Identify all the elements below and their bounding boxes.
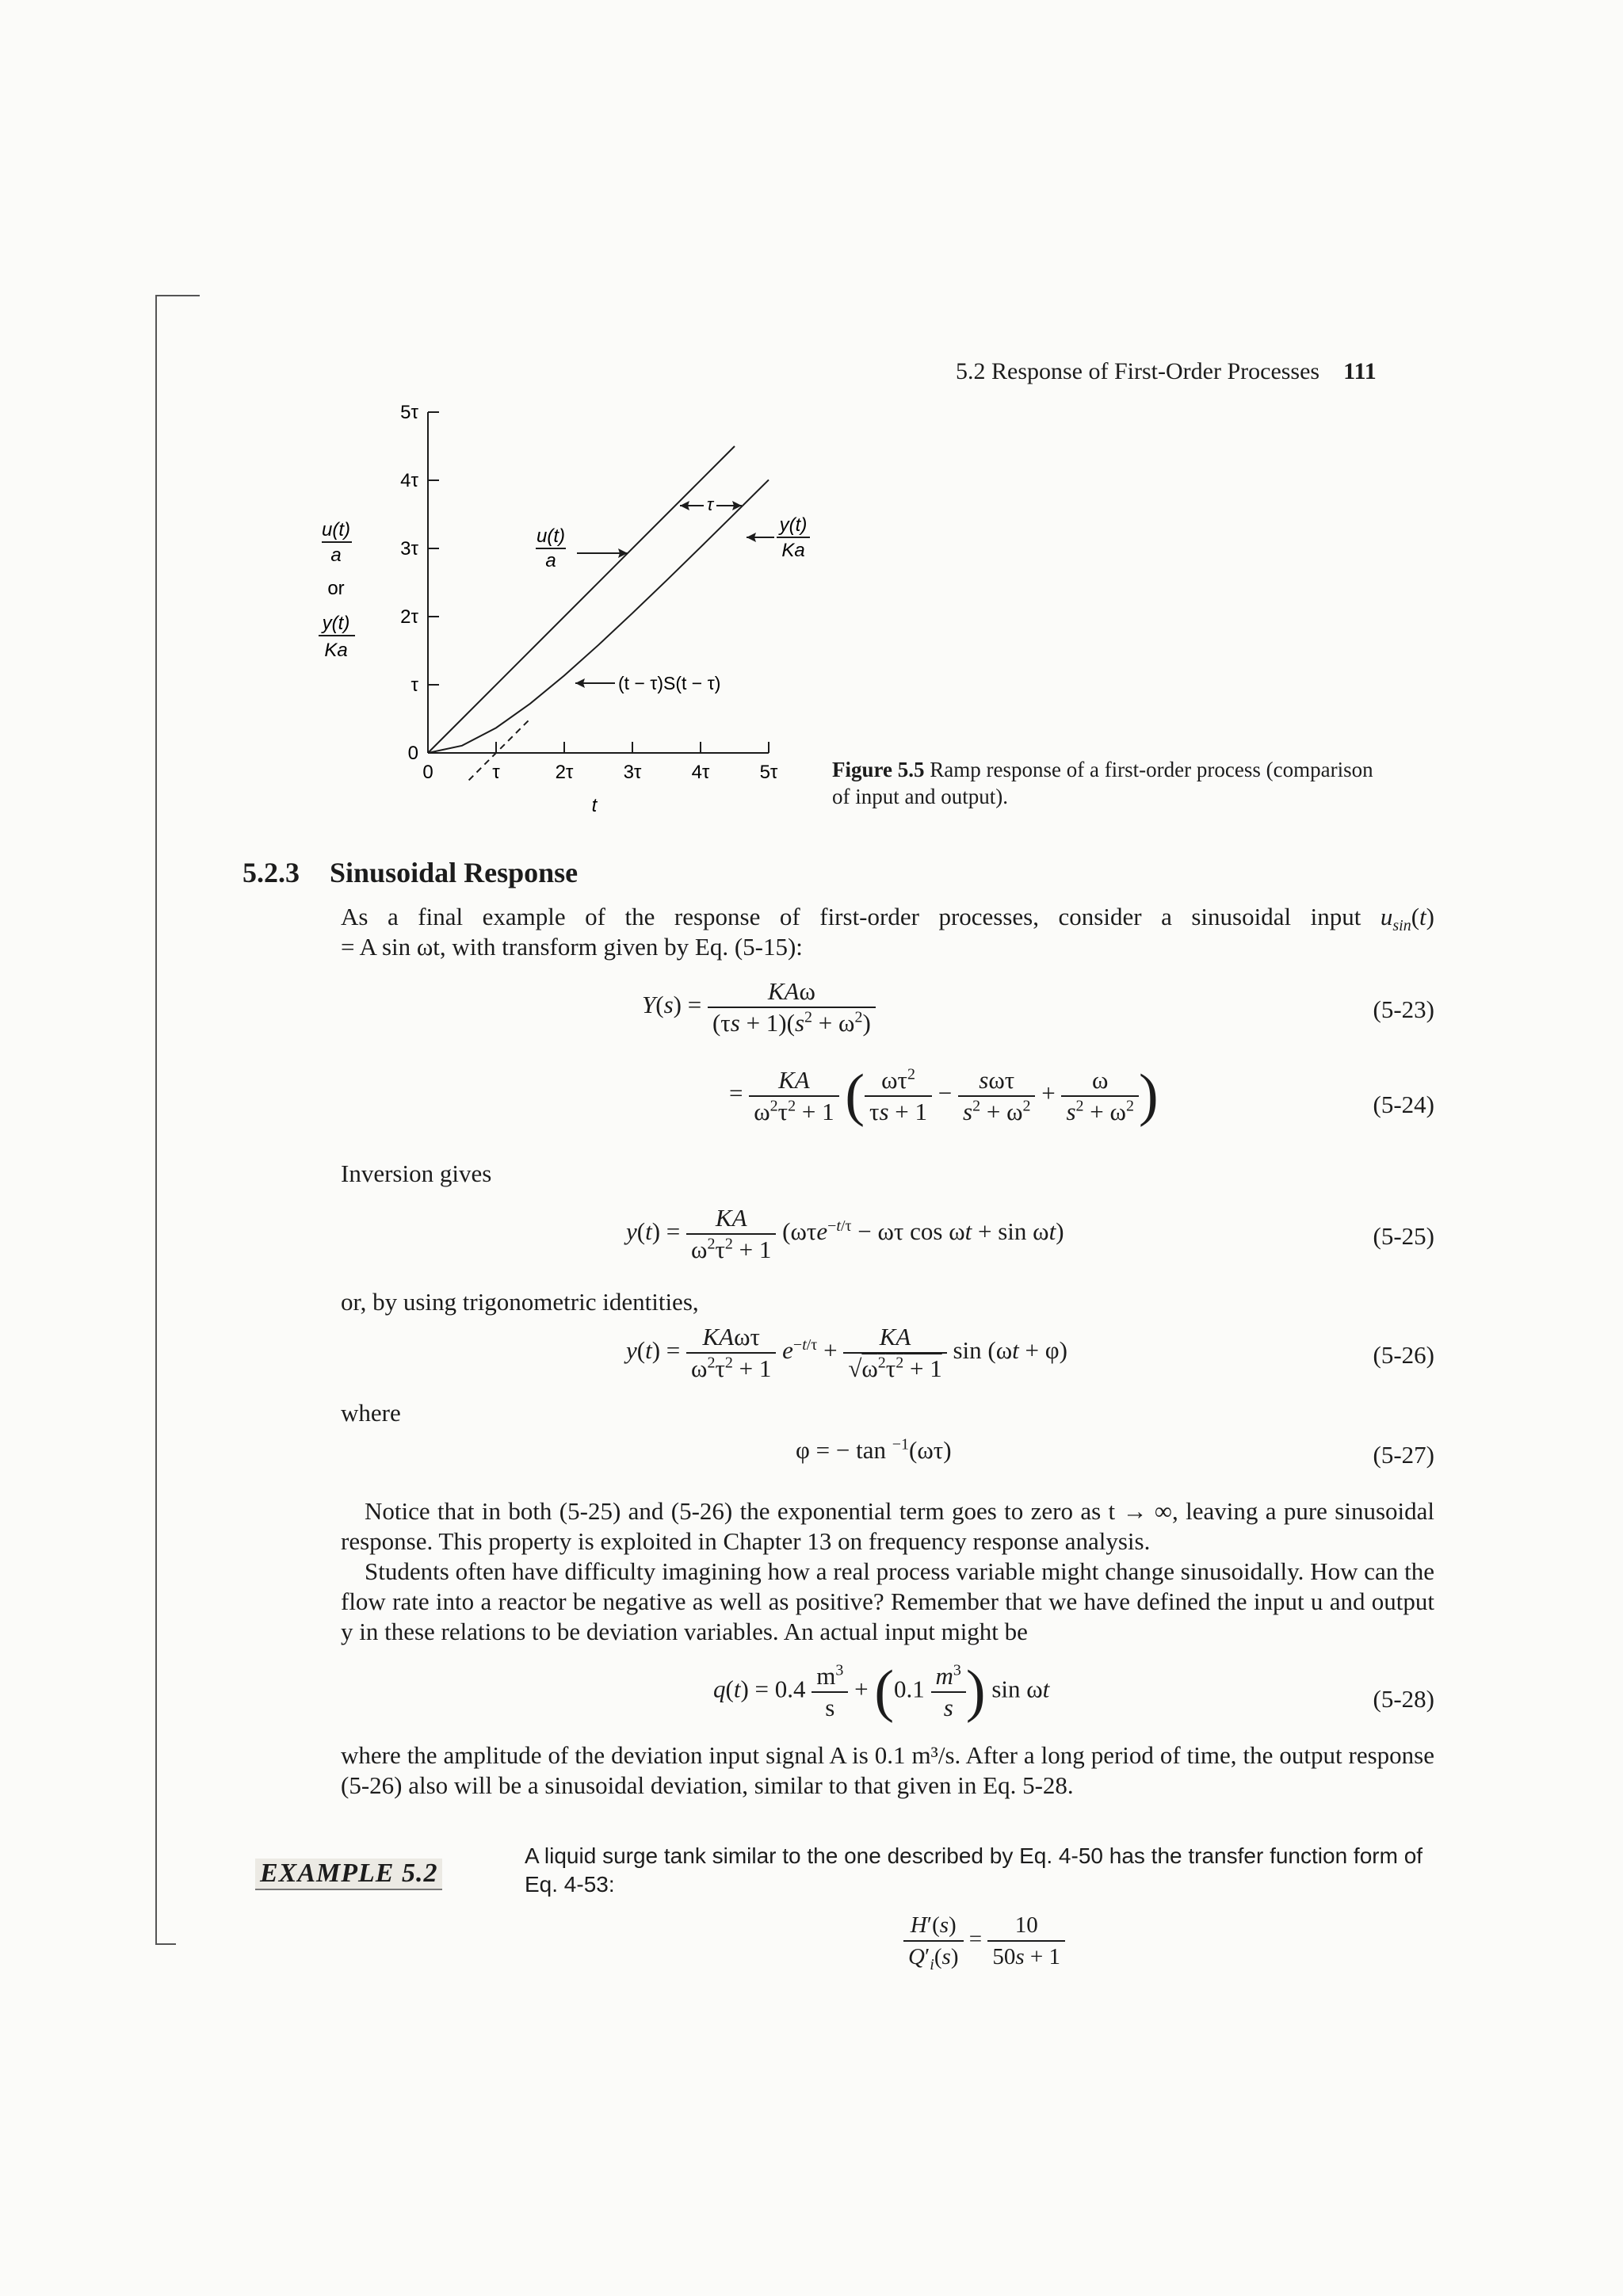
y-tick-label: 5τ — [400, 402, 418, 423]
figure-caption-label: Figure 5.5 — [832, 758, 925, 781]
y-tick-label: 2τ — [400, 606, 418, 628]
x-tick-label: 2τ — [555, 762, 574, 783]
x-tick-label: 5τ — [759, 762, 778, 783]
y-label-top-num: u(t) — [322, 519, 350, 541]
plot-area — [400, 402, 778, 783]
x-tick-label: 0 — [422, 762, 433, 783]
equation-5-24: = $\frac{KA}{\omega^2\tau^2 + 1}$ ( $\frac{\omega\tau^2}{\tau s + 1}$ − $\frac{\text{sωτ}}{s^2 + \omega^2}$ + $\frac{\omega}{s^2 + \omega^2}$ ) — [729, 1063, 1159, 1128]
running-title: 5.2 Response of First-Order Processes — [956, 358, 1320, 384]
page-margin-rule — [155, 295, 157, 1943]
y-tick-label: 0 — [407, 743, 418, 764]
amplitude-paragraph: where the amplitude of the deviation input signal A is 0.1 m³/s. After a long period of time, the output response (5-26) also will be a sinusoidal deviation, similar to that given in Eq. 5-28. — [341, 1741, 1434, 1799]
where-text: where — [341, 1399, 401, 1427]
output-label-den: Ka — [781, 540, 805, 561]
figure-caption — [832, 756, 1387, 810]
y-label-bot-num: y(t) — [322, 613, 350, 634]
x-tick-label: τ — [492, 762, 500, 783]
input-label-den: a — [545, 550, 556, 571]
equation-5-23: Y(s) = $\frac{\text{KAω}}{(\tau s + 1)(s^2 + \omega^2)}$ — [642, 976, 876, 1038]
equation-5-27: φ = − tan $^{-1}$(ωτ) — [796, 1435, 952, 1464]
x-axis-label: t — [591, 795, 598, 816]
equation-number-5-27: (5-27) — [1373, 1441, 1434, 1469]
students-paragraph: Students often have difficulty imagining how a real process variable might change sinusoidally. How can the flow rate into a reactor be negative as well as positive? Remember that we have defined the input u and output y in these relations to be deviation variables. An actual input might be — [341, 1557, 1434, 1645]
page-number: 111 — [1343, 358, 1377, 384]
example-text: A liquid surge tank similar to the one described by Eq. 4-50 has the transfer function form of Eq. 4-53: — [525, 1843, 1423, 1897]
series-line-input-ramp — [428, 446, 735, 753]
asymptote-label: (t − τ)S(t − τ) — [618, 673, 721, 693]
x-tick-label: 3τ — [623, 762, 642, 783]
page-margin-rule-top — [155, 295, 200, 296]
y-tick-label: 3τ — [400, 538, 418, 560]
equation-number-5-26: (5-26) — [1373, 1341, 1434, 1369]
input-label-num: u(t) — [537, 525, 565, 547]
section-number: 5.2.3 — [242, 857, 300, 888]
page-margin-rule-bottom — [155, 1943, 176, 1945]
equation-number-5-25: (5-25) — [1373, 1222, 1434, 1250]
inversion-text: Inversion gives — [341, 1159, 492, 1187]
equation-number-5-28: (5-28) — [1373, 1685, 1434, 1713]
y-tick-label: τ — [411, 674, 418, 696]
equation-number-5-24: (5-24) — [1373, 1091, 1434, 1118]
y-tick-label: 4τ — [400, 470, 418, 491]
output-label-num: y(t) — [779, 514, 808, 536]
intro-paragraph — [341, 902, 1434, 962]
x-tick-label: 4τ — [691, 762, 710, 783]
ramp-response-chart — [301, 396, 824, 824]
equation-5-25: y(t) = $\frac{KA}{\omega^2\tau^2 + 1}$ (ωτe$^{-t/\tau}$ − ωτ cos ωt + sin ωt) — [626, 1204, 1064, 1263]
running-header — [956, 358, 1377, 385]
series-line-output-response — [428, 479, 769, 753]
intro-line-1: As a final example of the response of first-order processes, consider a sinusoidal input $u_{sin}(t)$ — [341, 903, 1434, 935]
notice-paragraph: Notice that in both (5-25) and (5-26) the exponential term goes to zero as t → ∞, leaving a pure sinusoidal response. This property is exploited in Chapter 13 on frequency response analysis. — [341, 1497, 1434, 1555]
equation-number-5-23: (5-23) — [1373, 995, 1434, 1023]
figure-caption-text: Ramp response of a first-order process (comparison of input and output). — [832, 758, 1373, 808]
y-label-top-den: a — [330, 544, 342, 566]
equation-5-26: y(t) = $\frac{\text{KAωτ}}{\omega^2\tau^2 + 1}$ $e^{-t/\tau}$ + $\frac{KA}{√\omega^2\tau^2 + 1}$ sin (ωt + φ) — [626, 1323, 1067, 1382]
equation-5-28: q(t) = 0.4 $\frac{m^3}{s}$ + (0.1 $\frac{m^3}{s}$ ) sin ωt — [713, 1659, 1050, 1724]
y-label-or: or — [327, 578, 345, 599]
section-title: Sinusoidal Response — [330, 857, 579, 888]
intro-line-2: = A sin ωt, with transform given by Eq. (5-15): — [341, 933, 803, 961]
trig-text: or, by using trigonometric identities, — [341, 1288, 699, 1316]
y-label-bot-den: Ka — [324, 640, 348, 661]
example-label: EXAMPLE 5.2 — [255, 1859, 442, 1890]
example-transfer-function: $\frac{H'(s)}{Q'_i(s)}$ = $\frac{10}{50s + 1}$ — [903, 1910, 1065, 1972]
intro-line-1-text: As a final example of the response of first-order processes, consider a sinusoidal input — [341, 903, 1361, 930]
lag-label: τ — [706, 495, 714, 514]
